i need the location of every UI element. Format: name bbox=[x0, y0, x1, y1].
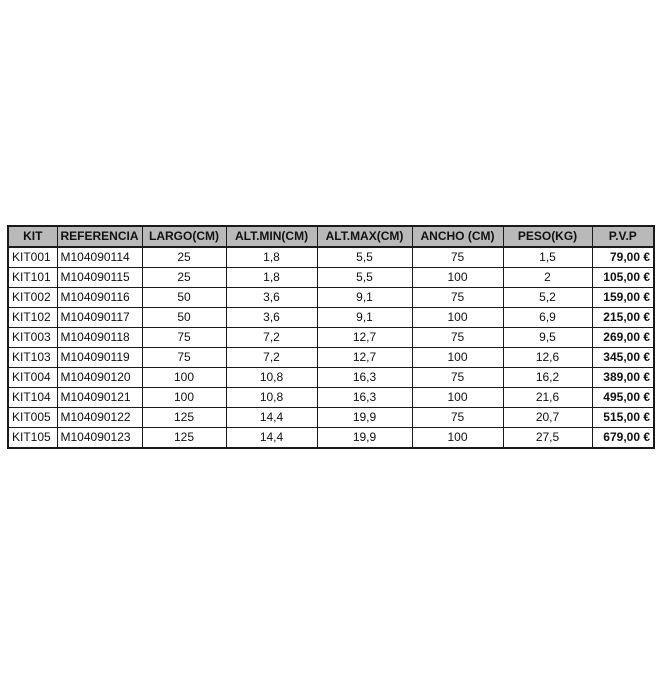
ancho-cell: 75 bbox=[412, 368, 503, 388]
alt-max-cell: 12,7 bbox=[317, 328, 412, 348]
largo-cell: 125 bbox=[142, 428, 226, 449]
referencia-cell: M104090115 bbox=[57, 268, 142, 288]
pvp-cell: 345,00 € bbox=[592, 348, 654, 368]
referencia-cell: M104090121 bbox=[57, 388, 142, 408]
largo-cell: 100 bbox=[142, 388, 226, 408]
referencia-cell: M104090120 bbox=[57, 368, 142, 388]
kit-cell: KIT004 bbox=[8, 368, 57, 388]
pvp-cell: 159,00 € bbox=[592, 288, 654, 308]
peso-cell: 12,6 bbox=[503, 348, 592, 368]
peso-cell: 16,2 bbox=[503, 368, 592, 388]
column-header-referencia: REFERENCIA bbox=[57, 226, 142, 247]
pvp-cell: 515,00 € bbox=[592, 408, 654, 428]
ancho-cell: 75 bbox=[412, 328, 503, 348]
table-row bbox=[8, 368, 654, 388]
ancho-cell: 100 bbox=[412, 428, 503, 449]
alt-min-cell: 10,8 bbox=[226, 388, 317, 408]
alt-min-cell: 14,4 bbox=[226, 428, 317, 449]
table-row bbox=[8, 348, 654, 368]
kit-cell: KIT003 bbox=[8, 328, 57, 348]
pvp-cell: 269,00 € bbox=[592, 328, 654, 348]
peso-cell: 21,6 bbox=[503, 388, 592, 408]
alt-max-cell: 9,1 bbox=[317, 288, 412, 308]
ancho-cell: 100 bbox=[412, 388, 503, 408]
table-row bbox=[8, 328, 654, 348]
ancho-cell: 75 bbox=[412, 247, 503, 268]
kit-cell: KIT102 bbox=[8, 308, 57, 328]
alt-max-cell: 9,1 bbox=[317, 308, 412, 328]
referencia-cell: M104090118 bbox=[57, 328, 142, 348]
column-header-alt-min: ALT.MIN(CM) bbox=[226, 226, 317, 247]
column-header-pvp: P.V.P bbox=[592, 226, 654, 247]
kit-cell: KIT101 bbox=[8, 268, 57, 288]
table-row bbox=[8, 308, 654, 328]
column-header-alt-max: ALT.MAX(CM) bbox=[317, 226, 412, 247]
peso-cell: 27,5 bbox=[503, 428, 592, 449]
alt-min-cell: 14,4 bbox=[226, 408, 317, 428]
ancho-cell: 100 bbox=[412, 348, 503, 368]
referencia-cell: M104090119 bbox=[57, 348, 142, 368]
peso-cell: 20,7 bbox=[503, 408, 592, 428]
alt-max-cell: 12,7 bbox=[317, 348, 412, 368]
largo-cell: 25 bbox=[142, 268, 226, 288]
referencia-cell: M104090122 bbox=[57, 408, 142, 428]
table-row bbox=[8, 408, 654, 428]
table-row bbox=[8, 428, 654, 449]
largo-cell: 75 bbox=[142, 348, 226, 368]
alt-max-cell: 19,9 bbox=[317, 428, 412, 449]
table-row bbox=[8, 268, 654, 288]
alt-max-cell: 16,3 bbox=[317, 368, 412, 388]
alt-min-cell: 3,6 bbox=[226, 308, 317, 328]
table-row bbox=[8, 388, 654, 408]
peso-cell: 1,5 bbox=[503, 247, 592, 268]
column-header-peso: PESO(KG) bbox=[503, 226, 592, 247]
kit-cell: KIT103 bbox=[8, 348, 57, 368]
referencia-cell: M104090114 bbox=[57, 247, 142, 268]
peso-cell: 9,5 bbox=[503, 328, 592, 348]
table-row bbox=[8, 288, 654, 308]
ancho-cell: 100 bbox=[412, 268, 503, 288]
referencia-cell: M104090117 bbox=[57, 308, 142, 328]
column-header-kit: KIT bbox=[8, 226, 57, 247]
largo-cell: 25 bbox=[142, 247, 226, 268]
referencia-cell: M104090116 bbox=[57, 288, 142, 308]
kit-cell: KIT104 bbox=[8, 388, 57, 408]
pvp-cell: 215,00 € bbox=[592, 308, 654, 328]
column-header-ancho: ANCHO (CM) bbox=[412, 226, 503, 247]
header-row bbox=[8, 226, 654, 247]
largo-cell: 100 bbox=[142, 368, 226, 388]
alt-min-cell: 7,2 bbox=[226, 328, 317, 348]
table-row bbox=[8, 247, 654, 268]
peso-cell: 5,2 bbox=[503, 288, 592, 308]
kit-cell: KIT005 bbox=[8, 408, 57, 428]
alt-min-cell: 1,8 bbox=[226, 268, 317, 288]
pvp-cell: 495,00 € bbox=[592, 388, 654, 408]
largo-cell: 50 bbox=[142, 288, 226, 308]
referencia-cell: M104090123 bbox=[57, 428, 142, 449]
kit-cell: KIT002 bbox=[8, 288, 57, 308]
peso-cell: 6,9 bbox=[503, 308, 592, 328]
table-body bbox=[8, 247, 654, 448]
pvp-cell: 679,00 € bbox=[592, 428, 654, 449]
pvp-cell: 105,00 € bbox=[592, 268, 654, 288]
alt-min-cell: 1,8 bbox=[226, 247, 317, 268]
product-spec-table bbox=[7, 225, 655, 449]
kit-cell: KIT001 bbox=[8, 247, 57, 268]
largo-cell: 50 bbox=[142, 308, 226, 328]
ancho-cell: 75 bbox=[412, 288, 503, 308]
alt-min-cell: 3,6 bbox=[226, 288, 317, 308]
alt-max-cell: 19,9 bbox=[317, 408, 412, 428]
ancho-cell: 100 bbox=[412, 308, 503, 328]
alt-max-cell: 5,5 bbox=[317, 247, 412, 268]
largo-cell: 75 bbox=[142, 328, 226, 348]
alt-min-cell: 10,8 bbox=[226, 368, 317, 388]
largo-cell: 125 bbox=[142, 408, 226, 428]
ancho-cell: 75 bbox=[412, 408, 503, 428]
alt-max-cell: 16,3 bbox=[317, 388, 412, 408]
alt-min-cell: 7,2 bbox=[226, 348, 317, 368]
alt-max-cell: 5,5 bbox=[317, 268, 412, 288]
peso-cell: 2 bbox=[503, 268, 592, 288]
column-header-largo: LARGO(CM) bbox=[142, 226, 226, 247]
pvp-cell: 79,00 € bbox=[592, 247, 654, 268]
kit-cell: KIT105 bbox=[8, 428, 57, 449]
pvp-cell: 389,00 € bbox=[592, 368, 654, 388]
